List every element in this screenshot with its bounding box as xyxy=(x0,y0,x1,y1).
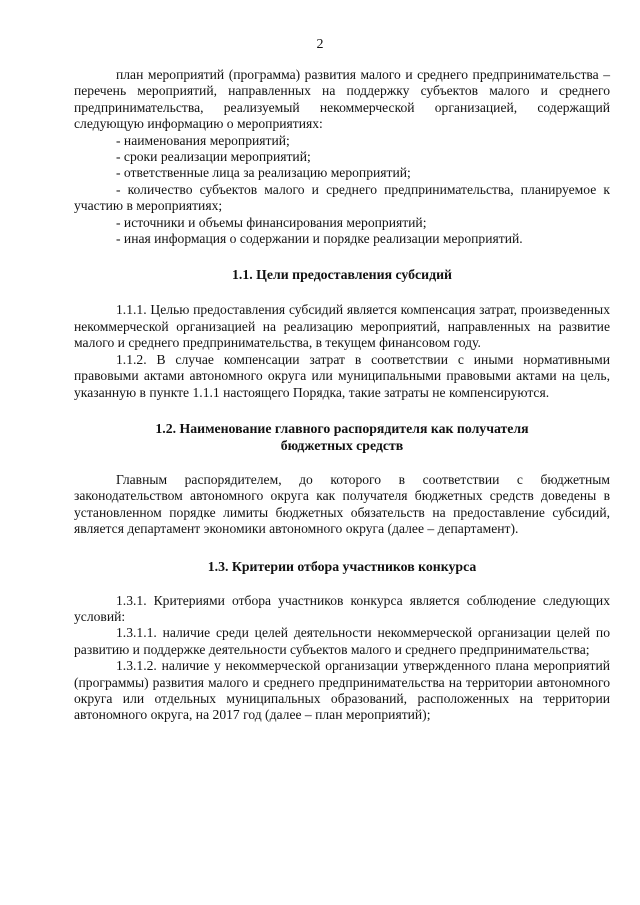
document-body xyxy=(74,67,610,724)
list-item: - наименования мероприятий; xyxy=(116,132,290,148)
section-heading-1-3: 1.3. Критерии отбора участников конкурса xyxy=(207,558,477,574)
section-heading-1-2-line1: 1.2. Наименование главного распорядителя как получателя xyxy=(155,420,529,436)
paragraph-1-3-1-1: 1.3.1.1. наличие среди целей деятельности некоммерческой организации целей по развитию и поддержке деятельности субъектов малого и среднего предпринимательства; xyxy=(74,625,610,657)
list-item: - ответственные лица за реализацию мероприятий; xyxy=(116,165,411,181)
intro-list xyxy=(74,133,610,248)
paragraph-1-1-1: 1.1.1. Целью предоставления субсидий является компенсация затрат, произведенных некоммерческой организацией на реализацию мероприятий, направленных на развитие малого и среднего предпринимательства, в текущем финансовом году. xyxy=(74,302,610,351)
list-item: - источники и объемы финансирования мероприятий; xyxy=(116,214,427,230)
paragraph-1-2: Главным распорядителем, до которого в соответствии с бюджетным законодательством автономного округа как получателя бюджетных средств доведены в установленном порядке лимиты бюджетных обязательств на предоставление субсидий, является департамент экономики автономного округа (далее – департамент). xyxy=(74,471,610,537)
section-heading-1-2 xyxy=(74,420,610,454)
list-item: - количество субъектов малого и среднего предпринимательства, планируемое к участию в мероприятиях; xyxy=(74,181,610,214)
intro-paragraph: план мероприятий (программа) развития малого и среднего предпринимательства – перечень мероприятий, направленных на поддержку субъектов малого и среднего предпринимательства, реализуемый некоммерческой организацией, содержащий следующую информацию о мероприятиях: xyxy=(74,67,610,132)
section-heading-1-1: 1.1. Цели предоставления субсидий xyxy=(231,267,452,283)
list-item: - иная информация о содержании и порядке реализации мероприятий. xyxy=(116,231,523,247)
page-number: 2 xyxy=(316,37,324,52)
paragraph-1-1-2: 1.1.2. В случае компенсации затрат в соответствии с иными нормативными правовыми актами автономного округа или муниципальными правовыми актами на цель, указанную в пункте 1.1.1 настоящего Порядка, такие затраты не компенсируются. xyxy=(74,351,610,400)
paragraph-1-3-1-2: 1.3.1.2. наличие у некоммерческой организации утвержденного плана мероприятий (программы) развития малого и среднего предпринимательства на территории автономного округа или отдельных муниципальных образований, расположенных на территории автономного округа, на 2017 год (далее – план мероприятий); xyxy=(74,658,610,723)
section-heading-1-2-line2: бюджетных средств xyxy=(280,437,404,453)
list-item: - сроки реализации мероприятий; xyxy=(116,149,311,165)
paragraph-1-3-1: 1.3.1. Критериями отбора участников конкурса является соблюдение следующих условий: xyxy=(74,592,610,624)
